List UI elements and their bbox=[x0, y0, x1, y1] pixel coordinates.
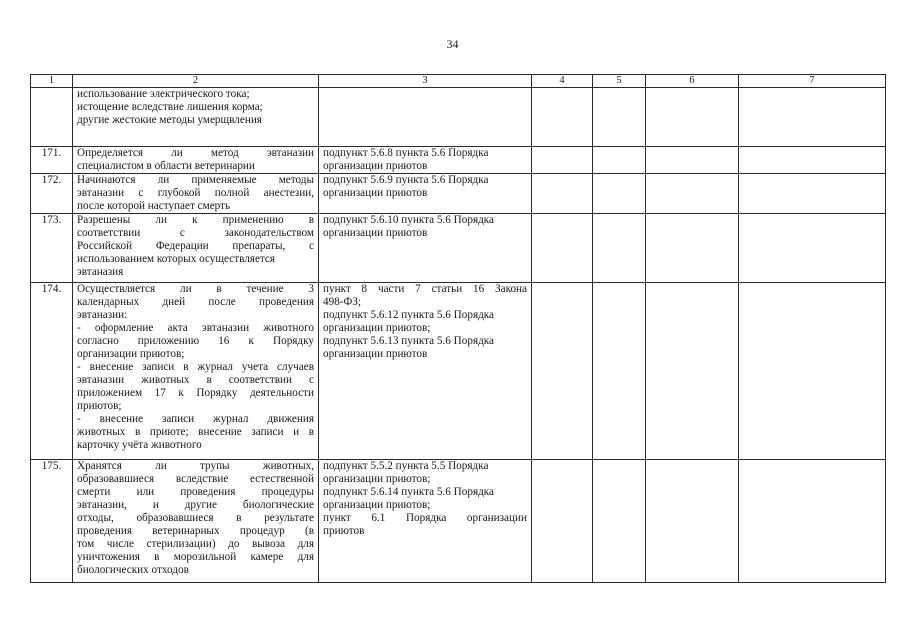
question-line: эвтаназии с глубокой полной анестезии, bbox=[77, 187, 314, 199]
reference-line: подпункт 5.6.12 пункта 5.6 Порядка bbox=[323, 309, 495, 321]
reference-line: приютов bbox=[323, 525, 365, 537]
column-header: 2 bbox=[73, 75, 319, 88]
empty-cell bbox=[532, 88, 593, 147]
question-line: истощение вследствие лишения корма; bbox=[77, 101, 263, 113]
empty-cell bbox=[593, 283, 646, 460]
row-number: 173. bbox=[31, 214, 73, 283]
question-line: Определяется ли метод эвтаназии bbox=[77, 147, 314, 159]
table-row bbox=[31, 283, 886, 460]
reference-line: 498-ФЗ; bbox=[323, 296, 362, 308]
question-line: проведения ветеринарных процедур (в bbox=[77, 525, 314, 537]
reference-cell bbox=[319, 174, 532, 214]
question-line: эвтаназии, и другие биологические bbox=[77, 499, 314, 511]
reference-line: организации приютов; bbox=[323, 499, 431, 511]
table-row bbox=[31, 88, 886, 147]
reference-line: организации приютов; bbox=[323, 473, 431, 485]
column-header-row bbox=[31, 75, 886, 88]
question-cell bbox=[73, 460, 319, 583]
question-line: согласно приложению 16 к Порядку bbox=[77, 335, 314, 347]
question-line: Разрешены ли к применению в bbox=[77, 214, 314, 226]
question-cell bbox=[73, 147, 319, 174]
reference-line: организации приютов bbox=[323, 227, 428, 239]
question-line: использованием которых осуществляется bbox=[77, 253, 276, 265]
reference-cell bbox=[319, 88, 532, 147]
row-number: 171. bbox=[31, 147, 73, 174]
reference-line: подпункт 5.6.9 пункта 5.6 Порядка bbox=[323, 174, 489, 186]
column-header: 5 bbox=[593, 75, 646, 88]
empty-cell bbox=[593, 88, 646, 147]
table-row bbox=[31, 214, 886, 283]
question-line: образовавшиеся вследствие естественной bbox=[77, 473, 314, 485]
question-line: приложением 17 к Порядку деятельности bbox=[77, 387, 314, 399]
reference-cell bbox=[319, 214, 532, 283]
empty-cell bbox=[593, 147, 646, 174]
reference-line: подпункт 5.6.14 пункта 5.6 Порядка bbox=[323, 486, 495, 498]
question-line: специалистом в области ветеринарии bbox=[77, 160, 255, 172]
question-line: животных в приюте; внесение записи и в bbox=[77, 426, 314, 438]
empty-cell bbox=[646, 283, 739, 460]
row-number: 174. bbox=[31, 283, 73, 460]
reference-line: пункт 6.1 Порядка организации bbox=[323, 512, 527, 524]
column-header: 7 bbox=[739, 75, 886, 88]
empty-cell bbox=[739, 88, 886, 147]
question-line: приютов; bbox=[77, 400, 122, 412]
question-line: эвтаназия bbox=[77, 266, 124, 278]
reference-line: организации приютов bbox=[323, 187, 428, 199]
empty-cell bbox=[739, 283, 886, 460]
question-line: после которой наступает смерть bbox=[77, 200, 231, 212]
empty-cell bbox=[739, 147, 886, 174]
question-line: эвтаназии: bbox=[77, 309, 128, 321]
row-number: 172. bbox=[31, 174, 73, 214]
question-cell bbox=[73, 283, 319, 460]
question-line: смерти или проведения процедуры bbox=[77, 486, 314, 498]
reference-line: подпункт 5.5.2 пункта 5.5 Порядка bbox=[323, 460, 489, 472]
empty-cell bbox=[532, 460, 593, 583]
question-line: уничтожения в морозильной камере для bbox=[77, 551, 314, 563]
empty-cell bbox=[646, 460, 739, 583]
empty-cell bbox=[646, 147, 739, 174]
reference-line: организации приютов bbox=[323, 160, 428, 172]
question-line: Осуществляется ли в течение 3 bbox=[77, 283, 314, 295]
question-line: том числе стерилизации) до вывоза для bbox=[77, 538, 314, 550]
empty-cell bbox=[739, 460, 886, 583]
reference-cell bbox=[319, 147, 532, 174]
table-row bbox=[31, 460, 886, 583]
empty-cell bbox=[593, 174, 646, 214]
reference-cell bbox=[319, 460, 532, 583]
question-line: соответствии с законодательством bbox=[77, 227, 314, 239]
empty-cell bbox=[532, 283, 593, 460]
empty-cell bbox=[739, 214, 886, 283]
column-header: 1 bbox=[31, 75, 73, 88]
column-header: 6 bbox=[646, 75, 739, 88]
empty-cell bbox=[739, 174, 886, 214]
reference-line: подпункт 5.6.8 пункта 5.6 Порядка bbox=[323, 147, 489, 159]
question-cell bbox=[73, 174, 319, 214]
reference-line: подпункт 5.6.10 пункта 5.6 Порядка bbox=[323, 214, 495, 226]
question-cell bbox=[73, 214, 319, 283]
question-cell bbox=[73, 88, 319, 147]
reference-line: подпункт 5.6.13 пункта 5.6 Порядка bbox=[323, 335, 495, 347]
checklist-table bbox=[30, 74, 886, 583]
reference-line: пункт 8 части 7 статьи 16 Закона bbox=[323, 283, 527, 295]
question-line: организации приютов; bbox=[77, 348, 185, 360]
question-line: другие жестокие методы умерщвления bbox=[77, 114, 262, 126]
question-line: - внесение записи в журнал учета случаев bbox=[77, 361, 314, 373]
question-line: отходы, образовавшиеся в результате bbox=[77, 512, 314, 524]
empty-cell bbox=[532, 174, 593, 214]
reference-cell bbox=[319, 283, 532, 460]
empty-cell bbox=[646, 174, 739, 214]
reference-line: организации приютов bbox=[323, 348, 428, 360]
question-line: Российской Федерации препараты, с bbox=[77, 240, 314, 252]
table-row bbox=[31, 174, 886, 214]
column-header: 3 bbox=[319, 75, 532, 88]
empty-cell bbox=[646, 88, 739, 147]
question-line: карточку учёта животного bbox=[77, 439, 202, 451]
page-number: 34 bbox=[446, 37, 459, 51]
question-line: биологических отходов bbox=[77, 564, 189, 576]
question-line: эвтаназии животных в соответствии с bbox=[77, 374, 314, 386]
empty-cell bbox=[593, 460, 646, 583]
question-line: Начинаются ли применяемые методы bbox=[77, 174, 314, 186]
empty-cell bbox=[532, 147, 593, 174]
row-number bbox=[31, 88, 73, 147]
question-line: использование электрического тока; bbox=[77, 88, 250, 100]
question-line: календарных дней после проведения bbox=[77, 296, 314, 308]
reference-line: организации приютов; bbox=[323, 322, 431, 334]
question-line: - оформление акта эвтаназии животного bbox=[77, 322, 314, 334]
empty-cell bbox=[646, 214, 739, 283]
empty-cell bbox=[593, 214, 646, 283]
empty-cell bbox=[532, 214, 593, 283]
question-line: - внесение записи журнал движения bbox=[77, 413, 314, 425]
row-number: 175. bbox=[31, 460, 73, 583]
table-row bbox=[31, 147, 886, 174]
question-line: Хранятся ли трупы животных, bbox=[77, 460, 314, 472]
column-header: 4 bbox=[532, 75, 593, 88]
